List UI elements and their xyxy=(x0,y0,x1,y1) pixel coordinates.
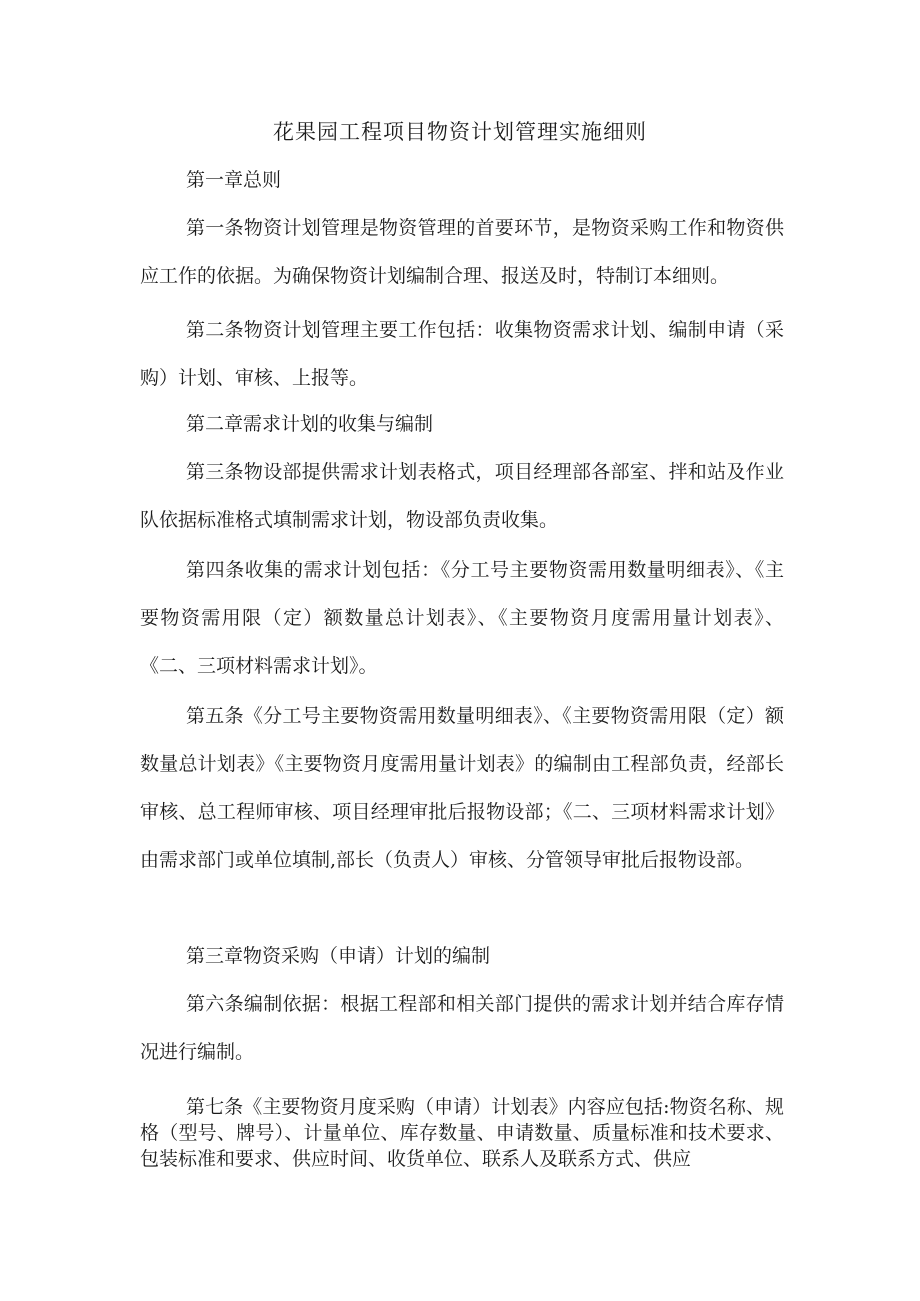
document-title: 花果园工程项目物资计划管理实施细则 xyxy=(273,120,647,144)
chapter-1-heading: 第一章总则 xyxy=(186,169,282,191)
chapter-2-heading: 第二章需求计划的收集与编制 xyxy=(186,413,434,435)
article-7: 第七条《主要物资月度采购（申请）计划表》内容应包括:物资名称、规格（型号、牌号）、计量单位、库存数量、申请数量、质量标准和技术要求、包装标准和要求、供应时间、收货单位、联系人及联系方式、供应 xyxy=(140,1096,784,1170)
article-1: 第一条物资计划管理是物资管理的首要环节，是物资采购工作和物资供应工作的依据。为确保物资计划编制合理、报送及时，特制订本细则。 xyxy=(140,217,784,287)
chapter-3-heading: 第三章物资采购（申请）计划的编制 xyxy=(186,945,491,967)
article-3: 第三条物设部提供需求计划表格式，项目经理部各部室、拌和站及作业队依据标准格式填制需求计划，物设部负责收集。 xyxy=(140,461,784,531)
article-2: 第二条物资计划管理主要工作包括：收集物资需求计划、编制申请（采购）计划、审核、上报等。 xyxy=(140,319,784,389)
article-5: 第五条《分工号主要物资需用数量明细表》、《主要物资需用限（定）额数量总计划表》《主要物资月度需用量计划表》的编制由工程部负责，经部长审核、总工程师审核、项目经理审批后报物设部；《二、三项材料需求计划》由需求部门或单位填制,部长（负责人）审核、分管领导审批后报物设部。 xyxy=(140,705,784,871)
article-4: 第四条收集的需求计划包括：《分工号主要物资需用数量明细表》、《主要物资需用限（定）额数量总计划表》、《主要物资月度需用量计划表》、《二、三项材料需求计划》。 xyxy=(140,559,784,677)
article-6: 第六条编制依据：根据工程部和相关部门提供的需求计划并结合库存情况进行编制。 xyxy=(140,993,784,1063)
